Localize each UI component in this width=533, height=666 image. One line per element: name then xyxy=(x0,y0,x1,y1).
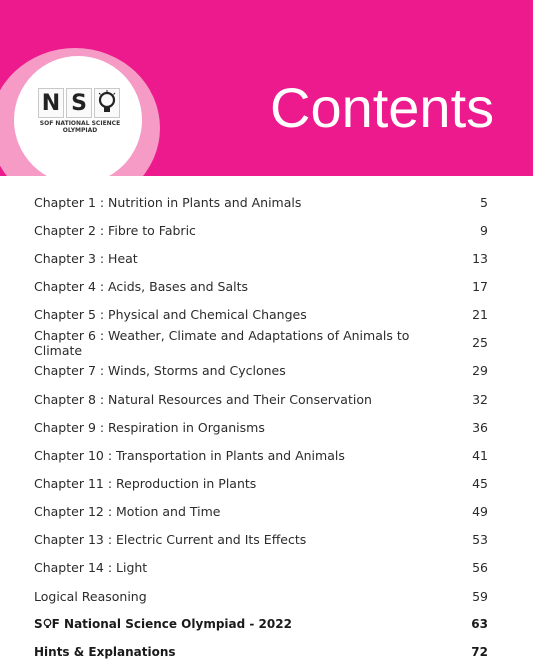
toc-row[interactable] xyxy=(34,357,488,385)
toc-row[interactable] xyxy=(34,582,488,610)
toc-page: 36 xyxy=(472,419,488,435)
toc-label: Chapter 3 : Heat xyxy=(34,250,138,266)
toc-label: Logical Reasoning xyxy=(34,588,147,604)
toc-row[interactable] xyxy=(34,498,488,526)
toc-row[interactable] xyxy=(34,216,488,244)
toc-label: Chapter 13 : Electric Current and Its Effects xyxy=(34,532,307,548)
toc-row-hints[interactable] xyxy=(34,638,488,666)
toc-row[interactable] xyxy=(34,413,488,441)
toc-page: 63 xyxy=(471,617,488,632)
toc-page: 53 xyxy=(472,532,488,548)
toc-page: 45 xyxy=(472,475,488,491)
toc-label: Chapter 12 : Motion and Time xyxy=(34,504,221,520)
toc-page: 41 xyxy=(472,447,488,463)
toc-page: 21 xyxy=(472,307,488,323)
toc-row[interactable] xyxy=(34,188,488,216)
toc-label-hints: Hints & Explanations xyxy=(34,645,176,660)
toc-page: 59 xyxy=(472,588,488,604)
toc-label: Chapter 6 : Weather, Climate and Adaptations of Animals to Climate xyxy=(34,327,410,358)
toc-label: Chapter 14 : Light xyxy=(34,560,148,576)
toc-row[interactable] xyxy=(34,244,488,272)
logo-subtitle-line1: SOF NATIONAL SCIENCE xyxy=(39,120,121,127)
nso-logo xyxy=(38,88,122,118)
toc-label-olympiad xyxy=(34,617,292,631)
toc-label: Chapter 4 : Acids, Bases and Salts xyxy=(34,278,249,294)
page-title: Contents xyxy=(270,76,495,139)
toc-row[interactable] xyxy=(34,301,488,329)
toc-page: 29 xyxy=(472,363,488,379)
toc-label: Chapter 2 : Fibre to Fabric xyxy=(34,222,196,238)
toc-label: Chapter 7 : Winds, Storms and Cyclones xyxy=(34,363,286,379)
toc-row[interactable] xyxy=(34,469,488,497)
olympiad-prefix: S xyxy=(34,617,43,632)
toc-page: 17 xyxy=(472,278,488,294)
toc-label: Chapter 10 : Transportation in Plants and Animals xyxy=(34,447,345,463)
toc-page: 49 xyxy=(472,504,488,520)
logo-letter-n: N xyxy=(38,88,64,118)
toc-page: 25 xyxy=(472,335,488,351)
toc-page: 5 xyxy=(480,194,488,210)
toc-row[interactable] xyxy=(34,526,488,554)
toc-label: Chapter 1 : Nutrition in Plants and Animals xyxy=(34,194,302,210)
toc-row[interactable] xyxy=(34,441,488,469)
toc-label: Chapter 5 : Physical and Chemical Changes xyxy=(34,307,307,323)
toc-row[interactable] xyxy=(34,272,488,300)
toc-row[interactable] xyxy=(34,329,488,357)
bulb-icon xyxy=(43,618,52,629)
logo-subtitle xyxy=(34,120,126,134)
toc-label: Chapter 8 : Natural Resources and Their Conservation xyxy=(34,391,372,407)
toc-page: 13 xyxy=(472,250,488,266)
header-banner xyxy=(0,0,533,176)
logo-letter-s: S xyxy=(66,88,92,118)
toc-row[interactable] xyxy=(34,385,488,413)
toc-row-olympiad[interactable] xyxy=(34,610,488,638)
toc-label: Chapter 11 : Reproduction in Plants xyxy=(34,475,257,491)
olympiad-suffix: F National Science Olympiad - 2022 xyxy=(51,617,292,632)
bulb-icon xyxy=(94,88,120,118)
toc-label: Chapter 9 : Respiration in Organisms xyxy=(34,419,265,435)
toc-page: 9 xyxy=(480,222,488,238)
toc-page: 56 xyxy=(472,560,488,576)
toc-row[interactable] xyxy=(34,554,488,582)
toc-page: 32 xyxy=(472,391,488,407)
logo-subtitle-line2: OLYMPIAD xyxy=(62,127,98,134)
toc-page: 72 xyxy=(471,645,488,660)
table-of-contents xyxy=(34,188,488,666)
